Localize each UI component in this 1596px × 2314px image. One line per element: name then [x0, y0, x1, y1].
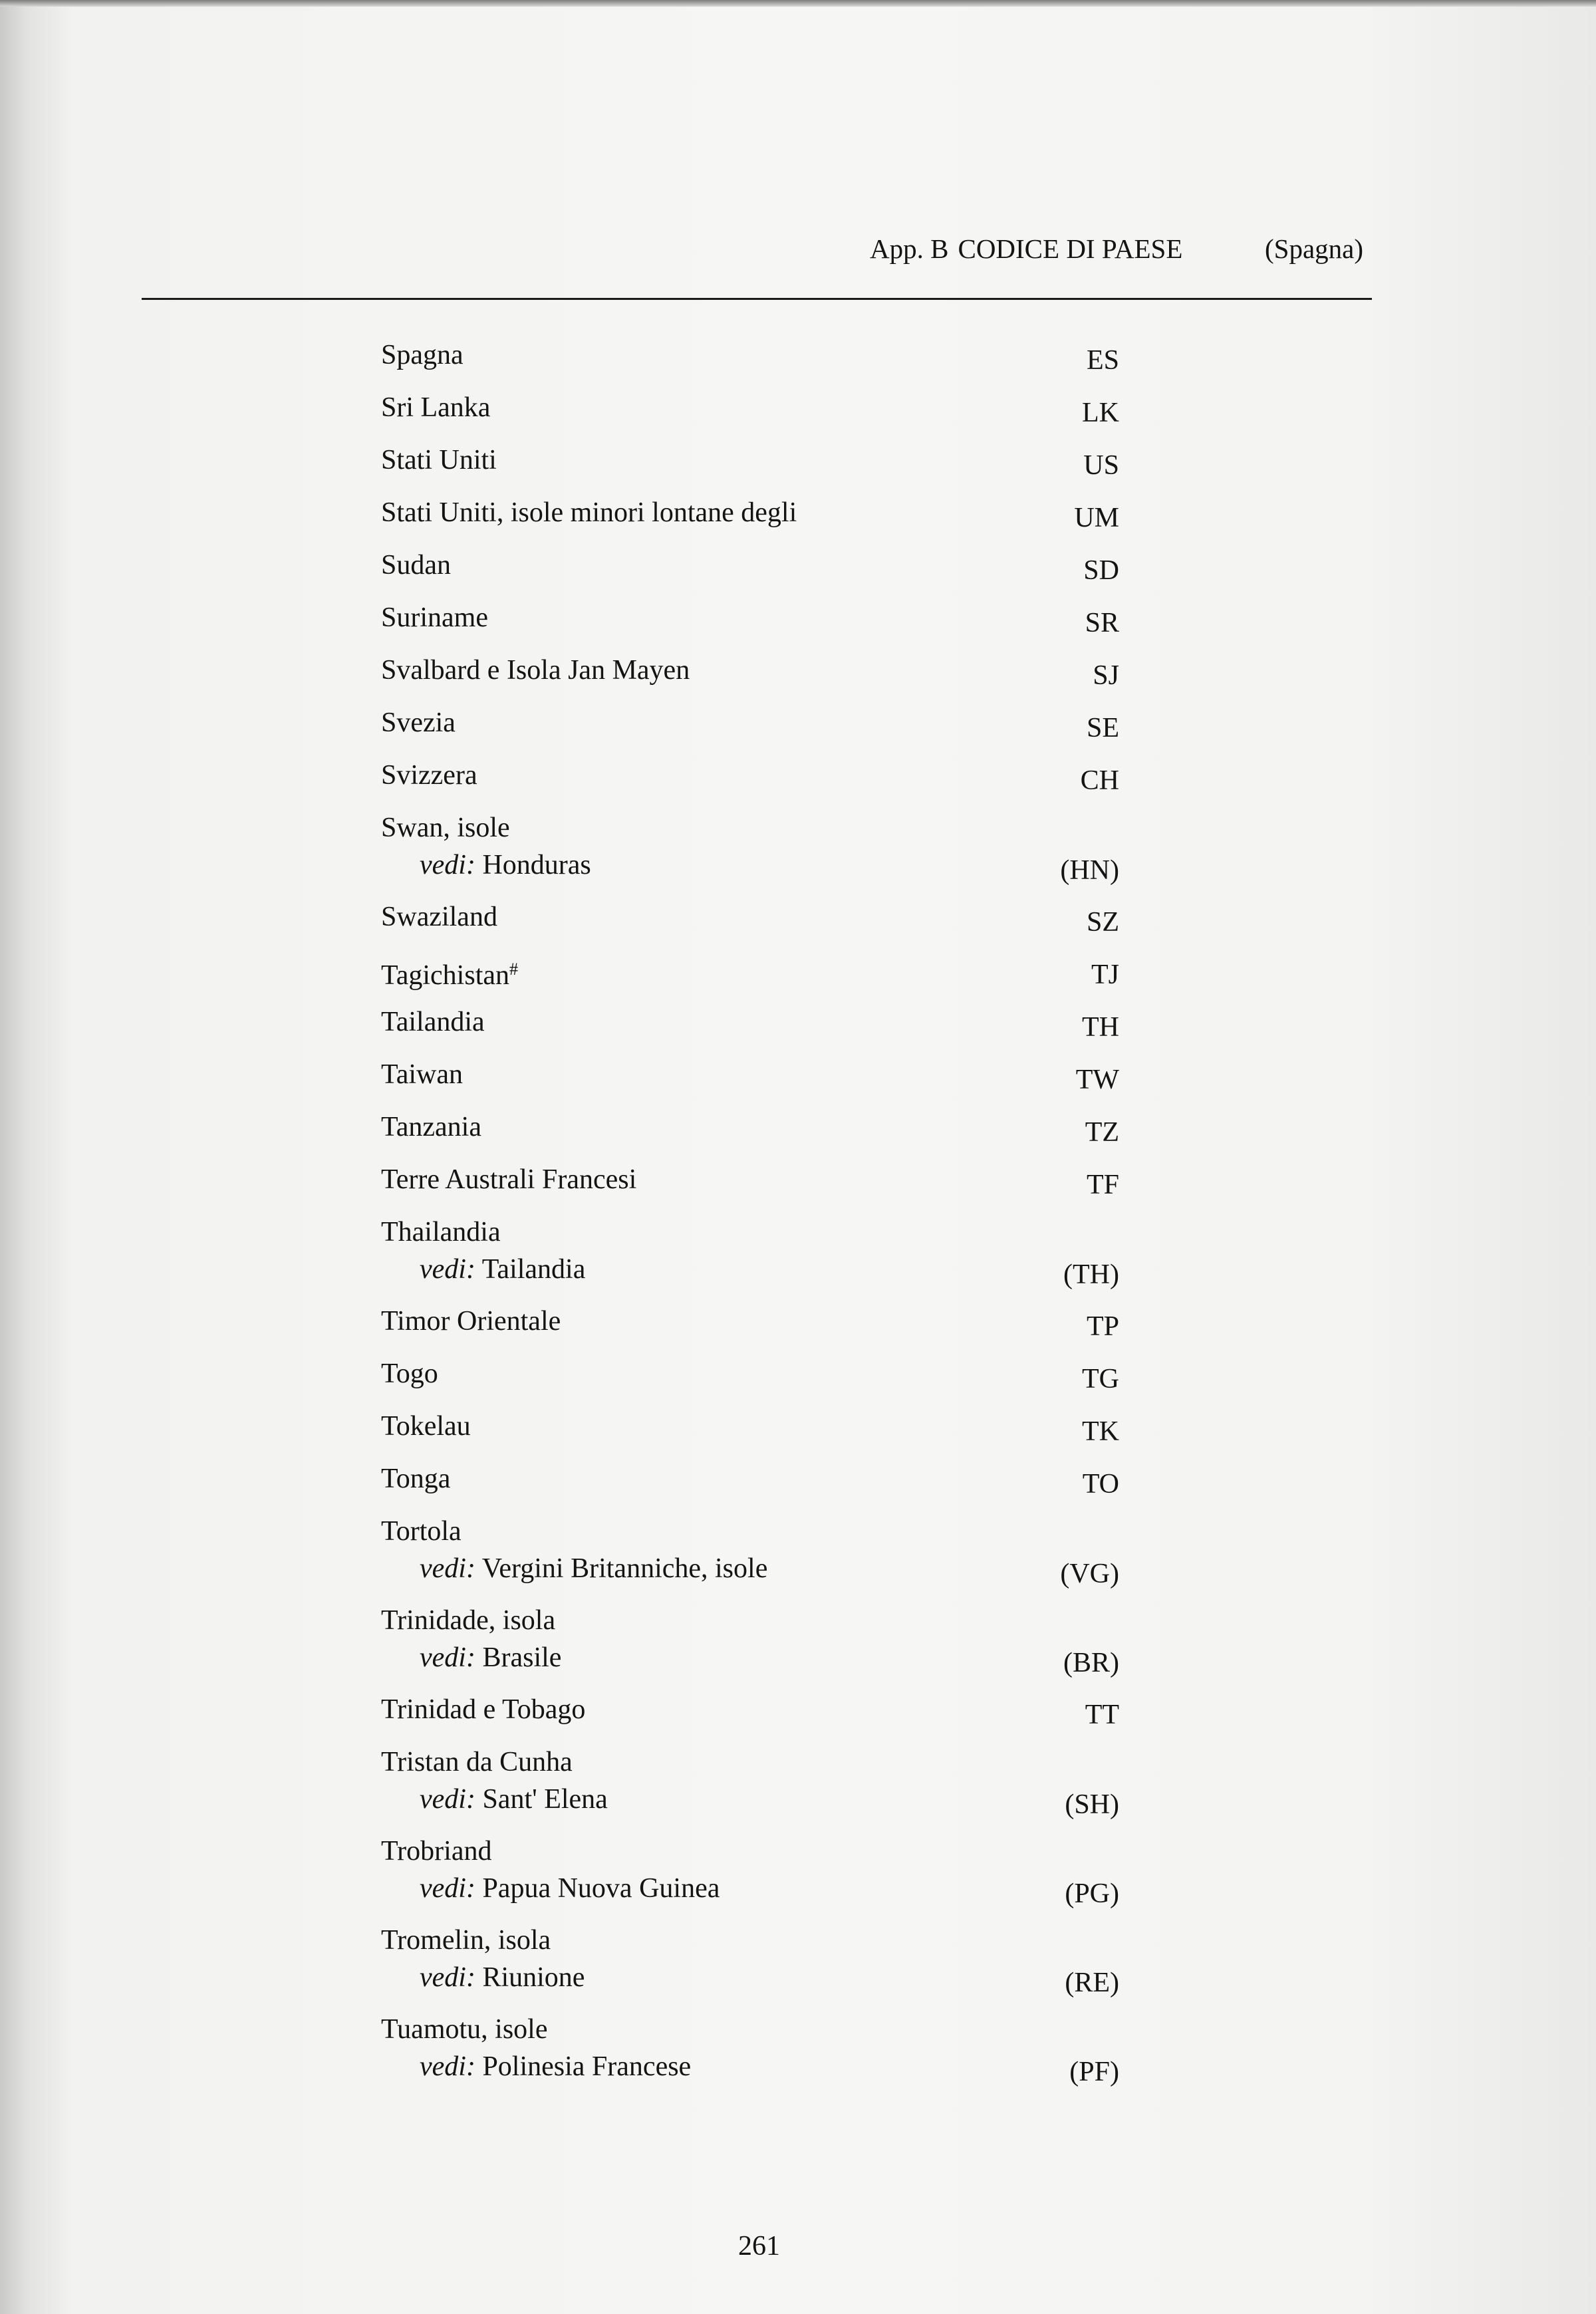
country-code: TG	[1082, 1364, 1119, 1394]
see-label: vedi:	[420, 1254, 475, 1285]
country-entry	[381, 1918, 1119, 2007]
country-name-text: Trinidad e Tobago	[381, 1694, 586, 1725]
cross-reference	[420, 1550, 767, 1587]
country-entry	[381, 753, 1119, 805]
country-name	[381, 1513, 462, 1550]
country-entry	[381, 1739, 1119, 1829]
country-entry	[381, 1509, 1119, 1598]
country-name	[381, 1056, 463, 1093]
country-entry	[381, 1687, 1119, 1739]
country-entry	[381, 1157, 1119, 1210]
country-code: (HN)	[1060, 855, 1119, 886]
country-code: UM	[1074, 503, 1119, 533]
country-code: SZ	[1086, 907, 1119, 938]
cross-reference	[420, 1870, 720, 1907]
country-code: SE	[1086, 713, 1119, 743]
country-code: LK	[1082, 398, 1119, 428]
country-entry	[381, 1598, 1119, 1687]
country-name-text: Thailandia	[381, 1217, 501, 1247]
country-entry	[381, 438, 1119, 490]
country-code: TO	[1082, 1469, 1119, 1499]
country-name	[381, 951, 518, 994]
see-target: Brasile	[482, 1642, 562, 1673]
country-name	[381, 1743, 573, 1781]
country-name-text: Stati Uniti	[381, 445, 497, 475]
country-code: CH	[1080, 765, 1119, 796]
country-name-text: Suriname	[381, 602, 488, 633]
country-name-text: Tonga	[381, 1464, 451, 1494]
country-name-text: Sudan	[381, 550, 451, 580]
cross-reference	[420, 1639, 561, 1676]
country-name-text: Tristan da Cunha	[381, 1747, 573, 1777]
see-label: vedi:	[420, 1553, 475, 1584]
cross-reference	[420, 846, 591, 884]
country-name	[381, 757, 477, 794]
country-name	[381, 494, 797, 531]
country-name-text: Togo	[381, 1358, 438, 1389]
country-name	[381, 1214, 501, 1251]
country-name-text: Terre Australi Francesi	[381, 1164, 637, 1195]
see-target: Papua Nuova Guinea	[482, 1873, 720, 1904]
country-name-text: Tromelin, isola	[381, 1925, 551, 1956]
country-name	[381, 1833, 491, 1870]
cross-reference	[420, 2048, 691, 2085]
country-name	[381, 1460, 450, 1497]
country-code: SD	[1083, 555, 1119, 586]
running-head	[870, 229, 1364, 269]
see-label: vedi:	[420, 850, 475, 880]
country-entry	[381, 999, 1119, 1052]
country-code: SR	[1085, 608, 1119, 638]
running-head-title: CODICE DI PAESE	[958, 233, 1183, 264]
country-code: TJ	[1091, 960, 1119, 990]
country-code: TW	[1075, 1065, 1119, 1095]
country-name	[381, 599, 488, 636]
country-name	[381, 809, 510, 846]
country-entry	[381, 1052, 1119, 1104]
see-label: vedi:	[420, 2051, 475, 2082]
country-name	[381, 898, 497, 936]
see-label: vedi:	[420, 1962, 475, 1993]
country-entry	[381, 385, 1119, 438]
cross-reference	[420, 1251, 585, 1288]
country-entry	[381, 1210, 1119, 1299]
country-entry	[381, 805, 1119, 894]
cross-reference	[420, 1781, 608, 1818]
country-code: TK	[1082, 1416, 1119, 1447]
country-name-text: Spagna	[381, 340, 464, 370]
country-code: TF	[1086, 1170, 1119, 1200]
country-name	[381, 2011, 547, 2048]
country-entry	[381, 595, 1119, 648]
see-target: Sant' Elena	[482, 1784, 608, 1815]
country-entry	[381, 2007, 1119, 2096]
country-code: TT	[1085, 1700, 1119, 1730]
country-name	[381, 1602, 555, 1639]
country-code: (TH)	[1063, 1259, 1119, 1290]
country-name-text: Svalbard e Isola Jan Mayen	[381, 655, 690, 686]
country-name	[381, 1303, 561, 1340]
country-code: (VG)	[1060, 1559, 1119, 1589]
country-entry	[381, 543, 1119, 595]
country-name-text: Sri Lanka	[381, 392, 491, 423]
country-name-text: Tanzania	[381, 1112, 481, 1142]
country-name	[381, 442, 497, 479]
header-rule	[142, 298, 1372, 300]
country-code: ES	[1086, 345, 1119, 376]
country-entry	[381, 1351, 1119, 1404]
country-name	[381, 1922, 551, 1959]
country-name	[381, 704, 456, 741]
country-name-text: Tuamotu, isole	[381, 2014, 548, 2045]
country-name-text: Swan, isole	[381, 813, 510, 843]
country-code: (RE)	[1065, 1968, 1119, 1998]
see-target: Tailandia	[481, 1254, 586, 1285]
country-code: SJ	[1093, 660, 1119, 691]
country-code: TP	[1086, 1311, 1119, 1342]
country-code: US	[1083, 450, 1119, 481]
country-name	[381, 1691, 585, 1728]
country-name	[381, 389, 490, 426]
country-name-text: Swaziland	[381, 902, 497, 932]
see-target: Riunione	[482, 1962, 585, 1993]
see-target: Polinesia Francese	[482, 2051, 692, 2082]
country-entry	[381, 894, 1119, 947]
country-name	[381, 652, 690, 689]
running-head-range: (Spagna)	[1265, 233, 1364, 264]
country-entry	[381, 1404, 1119, 1456]
country-name-text: Tokelau	[381, 1411, 471, 1442]
page-top-edge	[0, 0, 1596, 7]
country-name	[381, 1108, 481, 1146]
country-entry	[381, 1104, 1119, 1157]
country-name-text: Tagichistan	[381, 960, 509, 991]
country-code: TH	[1082, 1012, 1119, 1043]
country-name	[381, 1161, 636, 1198]
footnote-mark: #	[509, 960, 518, 979]
country-name-text: Trobriand	[381, 1836, 492, 1866]
country-name-text: Svezia	[381, 707, 456, 738]
country-name	[381, 547, 451, 584]
country-code: TZ	[1085, 1117, 1119, 1148]
running-head-appendix: App. B	[870, 233, 949, 264]
page-number: 261	[738, 2231, 780, 2261]
see-target: Vergini Britanniche, isole	[481, 1553, 768, 1584]
country-entry	[381, 947, 1119, 999]
country-entry	[381, 700, 1119, 753]
country-name	[381, 1408, 471, 1445]
country-name	[381, 1003, 485, 1041]
country-name-text: Timor Orientale	[381, 1306, 561, 1337]
country-code: (PG)	[1065, 1878, 1119, 1909]
country-name	[381, 1355, 438, 1392]
country-entry	[381, 648, 1119, 700]
country-name-text: Stati Uniti, isole minori lontane degli	[381, 497, 797, 528]
country-name-text: Tortola	[381, 1516, 462, 1547]
country-entry	[381, 332, 1119, 385]
cross-reference	[420, 1959, 585, 1996]
country-name-text: Taiwan	[381, 1059, 464, 1090]
see-label: vedi:	[420, 1642, 475, 1673]
country-code-list	[381, 332, 1119, 2096]
see-target: Honduras	[482, 850, 591, 880]
country-code: (BR)	[1063, 1648, 1119, 1678]
country-entry	[381, 1299, 1119, 1351]
country-name	[381, 336, 464, 374]
country-code: (SH)	[1065, 1789, 1119, 1820]
see-label: vedi:	[420, 1873, 475, 1904]
country-entry	[381, 1456, 1119, 1509]
country-code: (PF)	[1069, 2057, 1119, 2087]
country-name-text: Svizzera	[381, 760, 477, 791]
country-entry	[381, 1829, 1119, 1918]
country-name-text: Tailandia	[381, 1007, 485, 1037]
country-entry	[381, 490, 1119, 543]
see-label: vedi:	[420, 1784, 475, 1815]
country-name-text: Trinidade, isola	[381, 1605, 556, 1636]
